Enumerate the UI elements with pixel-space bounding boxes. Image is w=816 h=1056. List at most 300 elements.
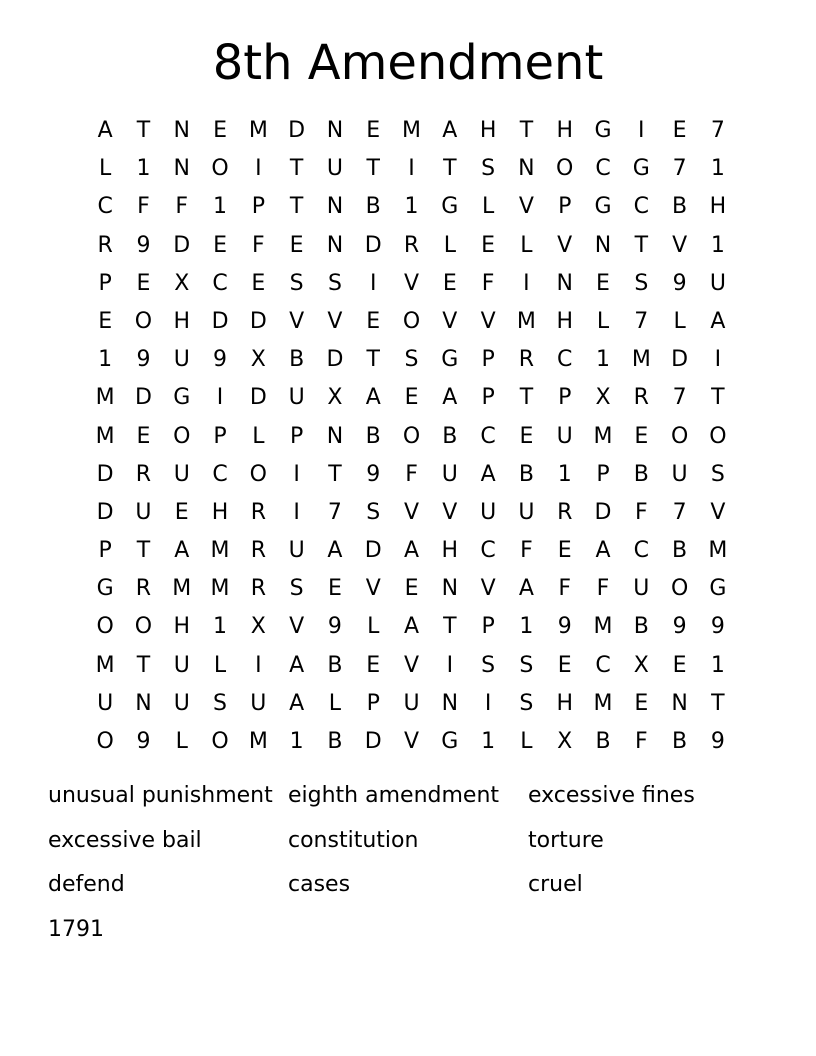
grid-cell: U <box>173 652 190 678</box>
grid-cell: A <box>442 385 458 411</box>
grid-cell: R <box>518 347 535 373</box>
grid-cell: G <box>96 576 114 602</box>
grid-cell: X <box>633 652 649 678</box>
grid-cell: I <box>638 118 645 143</box>
grid-cell: T <box>519 385 534 411</box>
grid-cell: L <box>673 308 686 334</box>
word-list-item: defend <box>48 872 125 898</box>
grid-cell: N <box>326 194 344 220</box>
grid-row <box>86 532 737 570</box>
grid-cell: 1 <box>136 156 151 182</box>
grid-cell: S <box>404 347 419 373</box>
grid-cell: 9 <box>327 614 342 640</box>
grid-cell: M <box>210 538 230 564</box>
grid-cell: B <box>365 423 381 449</box>
grid-cell: V <box>289 308 305 334</box>
grid-cell: 9 <box>672 614 687 640</box>
grid-row <box>86 685 737 723</box>
grid-cell: P <box>558 194 572 220</box>
grid-cell: O <box>96 614 114 640</box>
grid-cell: L <box>520 729 533 754</box>
grid-cell: U <box>441 461 458 487</box>
grid-cell: H <box>441 538 459 564</box>
word-list-item: cruel <box>528 872 583 898</box>
grid-cell: U <box>135 499 152 525</box>
grid-cell: E <box>404 385 419 411</box>
grid-cell: P <box>98 270 112 296</box>
grid-cell: 1 <box>213 614 228 640</box>
grid-cell: M <box>95 652 115 678</box>
grid-cell: A <box>403 614 420 640</box>
grid-cell: 9 <box>136 347 151 373</box>
grid-cell: N <box>326 118 344 143</box>
grid-cell: X <box>174 270 190 296</box>
grid-cell: F <box>137 194 150 220</box>
grid-cell: U <box>671 461 688 487</box>
grid-cell: M <box>248 118 268 143</box>
grid-cell: C <box>595 652 611 678</box>
word-list-item: unusual punishment <box>48 783 273 808</box>
grid-cell: B <box>289 347 305 373</box>
grid-cell: R <box>250 576 266 602</box>
grid-cell: T <box>443 156 457 182</box>
grid-cell: O <box>211 156 229 182</box>
grid-cell: I <box>255 652 262 678</box>
grid-cell: E <box>481 232 496 258</box>
grid-cell: C <box>595 156 611 182</box>
grid-cell: G <box>441 729 459 754</box>
grid-cell: 1 <box>596 347 610 373</box>
grid-cell: D <box>96 499 114 525</box>
grid-cell: U <box>326 156 343 182</box>
grid-cell: 1 <box>710 156 725 182</box>
grid-cell: D <box>288 118 306 143</box>
grid-cell: F <box>481 270 495 296</box>
grid-cell: T <box>289 194 304 220</box>
grid-cell: M <box>593 423 613 449</box>
grid-row <box>86 112 737 150</box>
grid-cell: E <box>366 308 381 334</box>
grid-cell: P <box>213 423 227 449</box>
grid-cell: V <box>480 308 496 334</box>
grid-cell: B <box>672 194 688 220</box>
grid-cell: T <box>136 538 151 564</box>
grid-cell: X <box>557 729 573 754</box>
grid-cell: R <box>250 538 266 564</box>
grid-cell: X <box>327 385 343 411</box>
grid-cell: F <box>520 538 533 564</box>
grid-row <box>86 456 737 494</box>
grid-cell: H <box>556 690 573 716</box>
grid-cell: S <box>634 270 649 296</box>
grid-cell: R <box>633 385 649 411</box>
grid-cell: D <box>671 347 689 373</box>
grid-cell: E <box>442 270 457 296</box>
grid-cell: T <box>634 232 649 258</box>
grid-cell: D <box>364 232 382 258</box>
grid-cell: 9 <box>366 461 381 487</box>
grid-cell: M <box>593 690 613 716</box>
grid-cell: G <box>441 194 459 220</box>
grid-cell: 7 <box>672 156 687 182</box>
grid-row <box>86 150 737 188</box>
grid-cell: N <box>441 690 459 716</box>
grid-cell: F <box>634 499 648 525</box>
grid-cell: E <box>672 118 687 143</box>
grid-cell: C <box>557 347 573 373</box>
grid-cell: N <box>441 576 459 602</box>
grid-cell: 7 <box>672 499 687 525</box>
grid-cell: D <box>364 729 382 754</box>
grid-row <box>86 227 737 265</box>
grid-cell: F <box>558 576 572 602</box>
grid-cell: V <box>442 499 458 525</box>
grid-cell: I <box>523 270 530 296</box>
grid-cell: D <box>249 308 267 334</box>
grid-cell: D <box>211 308 229 334</box>
grid-cell: N <box>518 156 535 182</box>
word-list-item: 1791 <box>48 917 104 943</box>
grid-cell: T <box>136 118 151 143</box>
grid-cell: T <box>366 156 380 182</box>
grid-cell: P <box>481 385 495 411</box>
grid-cell: D <box>364 538 382 564</box>
grid-cell: M <box>593 614 613 640</box>
grid-cell: V <box>557 232 573 258</box>
grid-cell: C <box>480 423 496 449</box>
grid-cell: S <box>289 270 304 296</box>
grid-cell: U <box>633 576 650 602</box>
grid-cell: E <box>634 423 649 449</box>
word-search-grid <box>86 112 737 761</box>
grid-cell: H <box>173 614 191 640</box>
grid-cell: 7 <box>710 118 725 143</box>
grid-cell: O <box>134 614 153 640</box>
grid-cell: S <box>481 156 496 182</box>
grid-cell: C <box>633 194 649 220</box>
grid-cell: F <box>175 194 189 220</box>
grid-cell: B <box>442 423 458 449</box>
grid-cell: U <box>480 499 497 525</box>
grid-cell: V <box>403 729 420 754</box>
grid-cell: U <box>709 270 726 296</box>
grid-cell: V <box>672 232 688 258</box>
grid-cell: I <box>293 499 300 525</box>
grid-cell: T <box>711 385 725 411</box>
grid-cell: L <box>367 614 380 640</box>
word-list-item: constitution <box>288 827 419 853</box>
grid-cell: A <box>174 538 190 564</box>
grid-cell: 9 <box>136 729 151 754</box>
grid-cell: F <box>405 461 418 487</box>
grid-cell: H <box>479 118 497 143</box>
grid-cell: D <box>326 347 344 373</box>
grid-cell: E <box>98 308 113 334</box>
grid-row <box>86 608 737 646</box>
grid-cell: U <box>403 690 420 716</box>
grid-cell: 1 <box>98 347 113 373</box>
grid-cell: R <box>557 499 573 525</box>
grid-cell: C <box>480 538 496 564</box>
grid-cell: F <box>634 729 648 754</box>
grid-cell: I <box>293 461 300 487</box>
grid-cell: I <box>714 347 722 373</box>
grid-cell: I <box>446 652 454 678</box>
grid-cell: E <box>557 538 572 564</box>
grid-cell: G <box>594 118 612 143</box>
grid-cell: S <box>327 270 342 296</box>
grid-cell: 9 <box>557 614 572 640</box>
grid-cell: G <box>173 385 191 411</box>
grid-cell: 7 <box>327 499 342 525</box>
grid-cell: O <box>173 423 191 449</box>
grid-cell: A <box>403 538 420 564</box>
grid-cell: D <box>594 499 612 525</box>
grid-cell: O <box>134 308 153 334</box>
grid-cell: A <box>289 652 305 678</box>
grid-cell: N <box>173 118 190 143</box>
grid-cell: F <box>596 576 610 602</box>
grid-cell: B <box>327 729 343 754</box>
grid-cell: O <box>249 461 267 487</box>
grid-cell: X <box>595 385 611 411</box>
grid-row <box>86 494 737 532</box>
grid-cell: G <box>632 156 650 182</box>
grid-cell: V <box>403 499 420 525</box>
grid-cell: X <box>250 347 266 373</box>
grid-cell: H <box>173 308 191 334</box>
grid-cell: R <box>135 576 152 602</box>
grid-cell: C <box>97 194 113 220</box>
grid-cell: B <box>633 614 649 640</box>
page-title: 8th Amendment <box>212 35 604 91</box>
grid-row <box>86 647 737 685</box>
grid-cell: A <box>327 538 343 564</box>
grid-cell: E <box>557 652 572 678</box>
grid-cell: E <box>289 232 304 258</box>
word-list-item: cases <box>288 872 351 898</box>
grid-cell: G <box>594 194 612 220</box>
grid-cell: U <box>173 690 190 716</box>
grid-cell: A <box>365 385 381 411</box>
grid-cell: B <box>595 729 611 754</box>
grid-cell: C <box>212 270 228 296</box>
grid-cell: D <box>249 385 267 411</box>
grid-cell: V <box>710 499 726 525</box>
grid-cell: E <box>366 652 381 678</box>
grid-cell: E <box>136 270 151 296</box>
grid-cell: E <box>366 118 381 143</box>
grid-row <box>86 570 737 608</box>
grid-cell: G <box>709 576 727 602</box>
grid-cell: T <box>328 461 342 487</box>
grid-cell: S <box>289 576 304 602</box>
grid-cell: L <box>520 232 533 258</box>
grid-cell: P <box>481 614 495 640</box>
grid-cell: I <box>255 156 262 182</box>
grid-cell: V <box>403 270 420 296</box>
grid-cell: U <box>518 499 535 525</box>
grid-cell: N <box>326 423 344 449</box>
grid-cell: R <box>135 461 152 487</box>
word-list-item: excessive fines <box>528 783 695 808</box>
grid-cell: E <box>213 232 227 258</box>
grid-cell: 9 <box>672 270 687 296</box>
grid-cell: A <box>480 461 496 487</box>
grid-cell: P <box>596 461 610 487</box>
grid-cell: U <box>288 385 305 411</box>
grid-cell: 9 <box>136 232 151 258</box>
grid-cell: M <box>95 385 115 411</box>
grid-cell: R <box>403 232 420 258</box>
grid-cell: M <box>708 538 728 564</box>
grid-cell: L <box>596 308 610 334</box>
grid-cell: H <box>709 194 727 220</box>
word-list-item: excessive bail <box>48 827 202 853</box>
grid-cell: M <box>95 423 115 449</box>
grid-cell: T <box>366 347 380 373</box>
grid-cell: E <box>213 118 227 143</box>
grid-cell: L <box>328 690 342 716</box>
grid-cell: O <box>556 156 574 182</box>
grid-cell: L <box>175 729 188 754</box>
grid-cell: L <box>99 156 112 182</box>
grid-cell: H <box>556 308 573 334</box>
grid-cell: N <box>326 232 344 258</box>
grid-cell: M <box>402 118 422 143</box>
grid-cell: 9 <box>710 614 725 640</box>
grid-cell: S <box>366 499 381 525</box>
grid-cell: 1 <box>519 614 534 640</box>
grid-cell: M <box>516 308 536 334</box>
grid-cell: N <box>594 232 612 258</box>
grid-cell: S <box>481 652 496 678</box>
grid-cell: T <box>289 156 304 182</box>
grid-cell: V <box>480 576 496 602</box>
grid-cell: B <box>672 538 688 564</box>
grid-cell: A <box>442 118 458 143</box>
grid-cell: L <box>481 194 495 220</box>
grid-cell: U <box>97 690 114 716</box>
grid-cell: H <box>556 118 573 143</box>
grid-cell: 1 <box>481 729 496 754</box>
grid-cell: O <box>670 423 689 449</box>
grid-cell: T <box>711 690 725 716</box>
grid-cell: B <box>365 194 381 220</box>
grid-row <box>86 723 737 761</box>
grid-cell: B <box>633 461 649 487</box>
grid-cell: D <box>173 232 191 258</box>
grid-cell: M <box>631 347 651 373</box>
grid-cell: N <box>671 690 688 716</box>
grid-cell: V <box>518 194 534 220</box>
grid-cell: 9 <box>710 729 725 754</box>
grid-cell: G <box>441 347 459 373</box>
grid-cell: M <box>210 576 230 602</box>
grid-cell: N <box>556 270 573 296</box>
grid-cell: 1 <box>213 194 228 220</box>
grid-cell: R <box>97 232 113 258</box>
grid-cell: I <box>408 156 415 182</box>
grid-cell: V <box>365 576 381 602</box>
grid-cell: B <box>518 461 534 487</box>
grid-cell: T <box>136 652 151 678</box>
grid-cell: O <box>402 423 421 449</box>
grid-cell: O <box>402 308 421 334</box>
grid-cell: M <box>172 576 192 602</box>
grid-cell: L <box>252 423 265 449</box>
grid-cell: X <box>250 614 266 640</box>
grid-cell: V <box>403 652 420 678</box>
grid-cell: 1 <box>289 729 304 754</box>
grid-cell: 7 <box>634 308 649 334</box>
grid-cell: P <box>98 538 112 564</box>
grid-cell: U <box>288 538 305 564</box>
grid-cell: E <box>327 576 342 602</box>
grid-row <box>86 303 737 341</box>
grid-cell: A <box>518 576 534 602</box>
grid-cell: V <box>327 308 343 334</box>
grid-cell: 1 <box>710 232 725 258</box>
grid-cell: O <box>670 576 689 602</box>
grid-cell: B <box>327 652 343 678</box>
grid-cell: R <box>250 499 266 525</box>
grid-cell: E <box>136 423 151 449</box>
grid-cell: F <box>252 232 265 258</box>
grid-cell: A <box>289 690 305 716</box>
grid-cell: E <box>404 576 419 602</box>
grid-cell: E <box>174 499 189 525</box>
grid-row <box>86 418 737 456</box>
grid-cell: I <box>369 270 377 296</box>
grid-cell: P <box>558 385 572 411</box>
grid-cell: S <box>519 690 534 716</box>
grid-cell: D <box>96 461 114 487</box>
grid-cell: M <box>248 729 268 754</box>
grid-cell: C <box>633 538 649 564</box>
grid-cell: S <box>213 690 228 716</box>
word-list <box>48 778 768 957</box>
grid-row <box>86 188 737 226</box>
grid-cell: H <box>211 499 229 525</box>
grid-cell: P <box>366 690 380 716</box>
grid-cell: 9 <box>213 347 228 373</box>
grid-cell: U <box>173 461 190 487</box>
grid-cell: L <box>443 232 456 258</box>
grid-cell: T <box>519 118 534 143</box>
grid-cell: O <box>96 729 114 754</box>
grid-cell: A <box>710 308 726 334</box>
grid-cell: P <box>251 194 265 220</box>
grid-cell: N <box>135 690 152 716</box>
grid-cell: D <box>134 385 152 411</box>
grid-row <box>86 341 737 379</box>
grid-cell: P <box>289 423 304 449</box>
grid-cell: A <box>97 118 113 143</box>
grid-cell: E <box>672 652 687 678</box>
grid-cell: C <box>212 461 228 487</box>
grid-cell: A <box>595 538 611 564</box>
grid-cell: V <box>442 308 458 334</box>
grid-cell: T <box>443 614 457 640</box>
grid-row <box>86 265 737 303</box>
grid-cell: 7 <box>672 385 687 411</box>
grid-cell: I <box>216 385 224 411</box>
grid-cell: 1 <box>404 194 419 220</box>
grid-cell: E <box>251 270 266 296</box>
grid-cell: N <box>173 156 190 182</box>
grid-cell: L <box>213 652 227 678</box>
